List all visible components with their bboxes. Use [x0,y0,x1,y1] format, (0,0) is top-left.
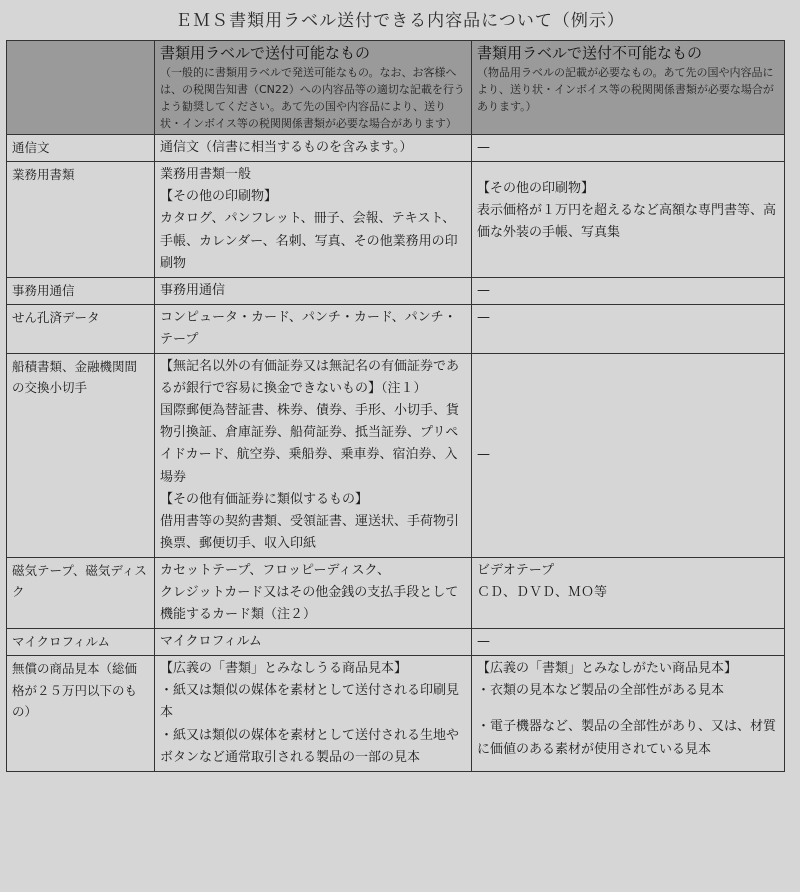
ng-cell [472,557,785,628]
ok-cell [155,162,472,277]
table-row [7,557,785,628]
header-ok-title: 書類用ラベルで送付可能なもの [160,44,371,62]
category-cell: 無償の商品見本（総価格が２５万円以下のもの） [7,656,155,771]
ng-line: 表示価格が１万円を超えるなど高額な専門書等、高価な外装の手帳、写真集 [477,203,777,241]
ng-cell: — [472,277,785,304]
ok-cell [155,629,472,656]
category-cell: 船積書類、金融機関間の交換小切手 [7,354,155,558]
ng-line: ・衣類の見本など製品の全部性がある見本 [477,683,725,699]
category-cell: 通信文 [7,135,155,162]
header-ng-cell [472,41,785,135]
category-cell: 業務用書類 [7,162,155,277]
table-row [7,629,785,656]
ng-cell [472,162,785,277]
spacer [477,164,779,178]
table-row [7,162,785,277]
ok-line: カタログ、パンフレット、冊子、会報、テキスト、手帳、カレンダー、名刺、写真、その他業務用の印刷物 [160,211,458,271]
header-ng-title: 書類用ラベルで送付不可能なもの [477,44,703,62]
category-cell: 事務用通信 [7,277,155,304]
ok-line: 【その他有価証券に類似するもの】 [160,491,369,507]
table-header-row [7,41,785,135]
header-ng-note: （物品用ラベルの記載が必要なもの。あて先の国や内容品により、送り状・インボイス等の税関関係書類が必要な場合があります。） [477,66,774,114]
ok-line: 借用書等の契約書類、受領証書、運送状、手荷物引換票、郵便切手、収入印紙 [160,513,460,551]
table-row [7,354,785,558]
ok-line: 事務用通信 [160,282,226,298]
ok-line: 【無記名以外の有価証券又は無記名の有価証券であるが銀行で容易に換金できないもの】（注１） [160,359,460,397]
ok-line: 国際郵便為替証書、株券、債券、手形、小切手、貨物引換証、倉庫証券、船荷証券、抵当証券、プリペイドカード、航空券、乗船券、乗車券、宿泊券、入場券 [160,403,460,485]
ok-line: コンピュータ・カード、パンチ・カード、パンチ・テープ [160,309,457,347]
category-cell: マイクロフィルム [7,629,155,656]
header-ok-note: （一般的に書類用ラベルで発送可能なもの。なお、お客様へは、の税関告知書（CN22）への内容品等の適切な記載を行うよう勧奨してください。あて先の国や内容品により、送り状・インボイス等の税関関係書類が必要な場合があります） [160,66,465,131]
ok-line: 通信文（信書に相当するものを含みます。） [160,140,413,156]
ok-cell [155,656,472,771]
ok-line: ・紙又は類似の媒体を素材として送付される生地やボタンなど通常取引される製品の一部の見本 [160,727,460,765]
ng-line: ・電子機器など、製品の全部性があり、又は、材質に価値のある素材が使用されている見本 [477,719,777,757]
category-cell: せん孔済データ [7,304,155,353]
ok-cell [155,557,472,628]
header-corner-cell [7,41,155,135]
ok-cell [155,304,472,353]
ok-line: ・紙又は類似の媒体を素材として送付される印刷見本 [160,683,460,721]
ng-line: ＣＤ、ＤＶＤ、ＭＯ等 [477,584,608,600]
table-row [7,304,785,353]
ng-line: ビデオテープ [477,562,555,578]
spacer [477,702,779,716]
ok-line: 業務用書類一般 [160,167,252,183]
ok-cell [155,354,472,558]
category-cell: 磁気テープ、磁気ディスク [7,557,155,628]
ems-content-table [6,40,785,772]
ok-line: クレジットカード又はその他金銭の支払手段として機能するカード類（注２） [160,584,459,623]
table-row [7,277,785,304]
ok-line: マイクロフィルム [160,634,262,650]
ng-cell: — [472,354,785,558]
ok-line: 【その他の印刷物】 [160,189,278,205]
ng-cell: — [472,135,785,162]
page-title: ＥＭＳ書類用ラベル送付できる内容品について（例示） [175,11,625,31]
ok-cell [155,135,472,162]
ng-line: 【その他の印刷物】 [477,181,595,197]
ng-cell: — [472,304,785,353]
ng-cell: — [472,629,785,656]
table-row [7,656,785,771]
ok-line: 【広義の「書類」とみなしうる商品見本】 [160,661,408,677]
ng-cell [472,656,785,771]
ok-cell [155,277,472,304]
ng-line: 【広義の「書類」とみなしがたい商品見本】 [477,661,738,677]
ok-line: カセットテープ、フロッピーディスク、 [160,562,390,578]
header-ok-cell [155,41,472,135]
table-row [7,135,785,162]
